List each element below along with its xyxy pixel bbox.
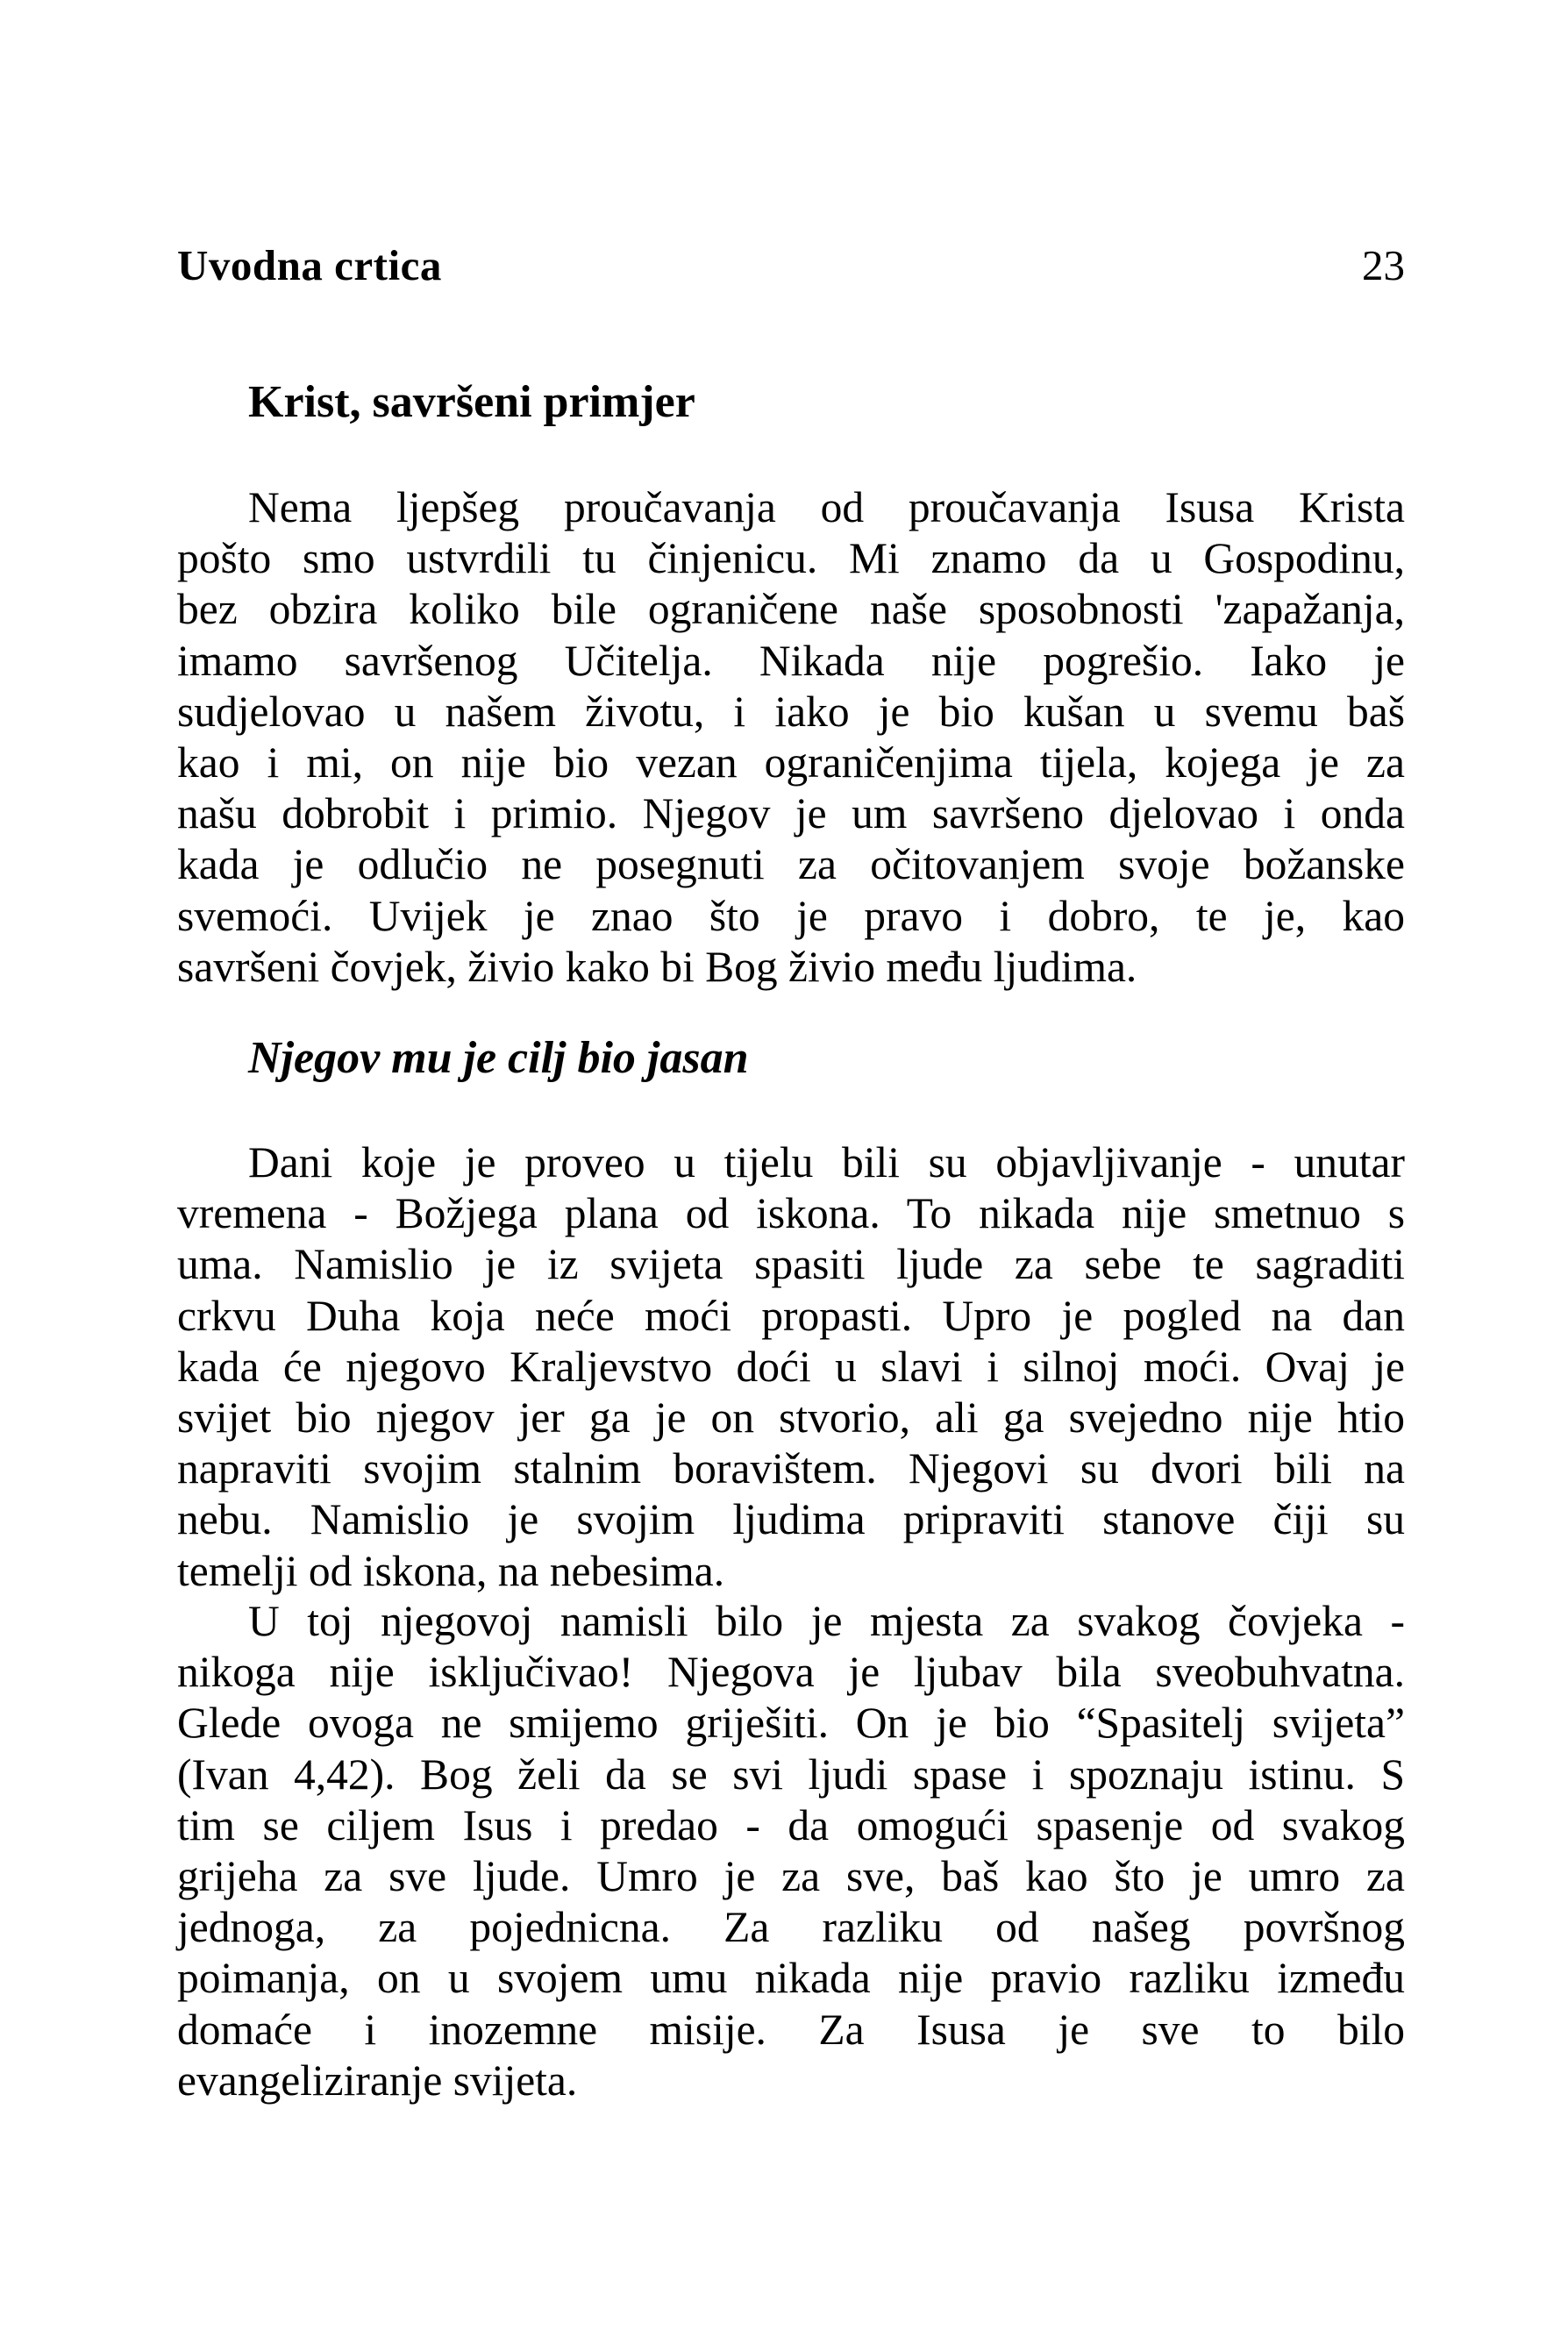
text-line: napraviti svojim stalnim boravištem. Njegovi su dvori bili na: [177, 1444, 1405, 1493]
text-line: domaće i inozemne misije. Za Isusa je sve to bilo: [177, 2005, 1405, 2054]
text-line: grijeha za sve ljude. Umro je za sve, baš kao što je umro za: [177, 1852, 1405, 1901]
text-line: Dani koje je proveo u tijelu bili su objavljivanje - unutar: [248, 1138, 1405, 1186]
text-line: savršeni čovjek, živio kako bi Bog živio među ljudima.: [177, 942, 1137, 991]
text-line: Glede ovoga ne smijemo griješiti. On je bio “Spasitelj svijeta”: [177, 1699, 1405, 1748]
text-line: evangeliziranje svijeta.: [177, 2056, 578, 2105]
text-line: sudjelovao u našem životu, i iako je bio kušan u svemu baš: [177, 687, 1405, 736]
text-line: kada će njegovo Kraljevstvo doći u slavi i silnoj moći. Ovaj je: [177, 1342, 1405, 1391]
paragraph-dani: [177, 1137, 1405, 1597]
section-heading-krist: Krist, savršeni primjer: [248, 377, 695, 427]
paragraph-namisli: [177, 1596, 1405, 2106]
text-line: vremena - Božjega plana od iskona. To nikada nije smetnuo s: [177, 1189, 1405, 1238]
text-line: svijet bio njegov jer ga je on stvorio, ali ga svejedno nije htio: [177, 1393, 1405, 1443]
text-line: imamo savršenog Učitelja. Nikada nije pogrešio. Iako je: [177, 636, 1405, 685]
text-line: pošto smo ustvrdili tu činjenicu. Mi znamo da u Gospodinu,: [177, 534, 1405, 583]
paragraph-krist-primjer: [177, 482, 1405, 993]
text-line: nebu. Namislio je svojim ljudima pripraviti stanove čiji su: [177, 1495, 1405, 1544]
running-head: [177, 235, 1405, 296]
text-line: bez obzira koliko bile ograničene naše sposobnosti 'zapažanja,: [177, 585, 1405, 634]
running-title: Uvodna crtica: [177, 241, 442, 289]
text-line: jednoga, za pojednicna. Za razliku od našeg površnog: [177, 1903, 1405, 1952]
section-heading-cilj: Njegov mu je cilj bio jasan: [248, 1033, 749, 1083]
text-line: crkvu Duha koja neće moći propasti. Upro je pogled na dan: [177, 1291, 1405, 1340]
text-line: U toj njegovoj namisli bilo je mjesta za svakog čovjeka -: [248, 1597, 1405, 1645]
text-line: poimanja, on u svojem umu nikada nije pravio razliku između: [177, 1954, 1405, 2003]
text-line: kao i mi, on nije bio vezan ograničenjima tijela, kojega je za: [177, 738, 1405, 787]
text-line: svemoći. Uvijek je znao što je pravo i dobro, te je, kao: [177, 891, 1405, 940]
text-line: (Ivan 4,42). Bog želi da se svi ljudi spase i spoznaju istinu. S: [177, 1749, 1405, 1799]
text-line: Nema ljepšeg proučavanja od proučavanja Isusa Krista: [248, 483, 1405, 531]
text-line: kada je odlučio ne posegnuti za očitovanjem svoje božanske: [177, 840, 1405, 889]
page-number: 23: [1362, 241, 1405, 289]
text-line: temelji od iskona, na nebesima.: [177, 1546, 725, 1595]
text-line: tim se ciljem Isus i predao - da omogući spasenje od svakog: [177, 1800, 1405, 1849]
text-line: uma. Namislio je iz svijeta spasiti ljude za sebe te sagraditi: [177, 1240, 1405, 1289]
text-line: našu dobrobit i primio. Njegov je um savršeno djelovao i onda: [177, 789, 1405, 838]
text-line: nikoga nije isključivao! Njegova je ljubav bila sveobuhvatna.: [177, 1648, 1405, 1697]
